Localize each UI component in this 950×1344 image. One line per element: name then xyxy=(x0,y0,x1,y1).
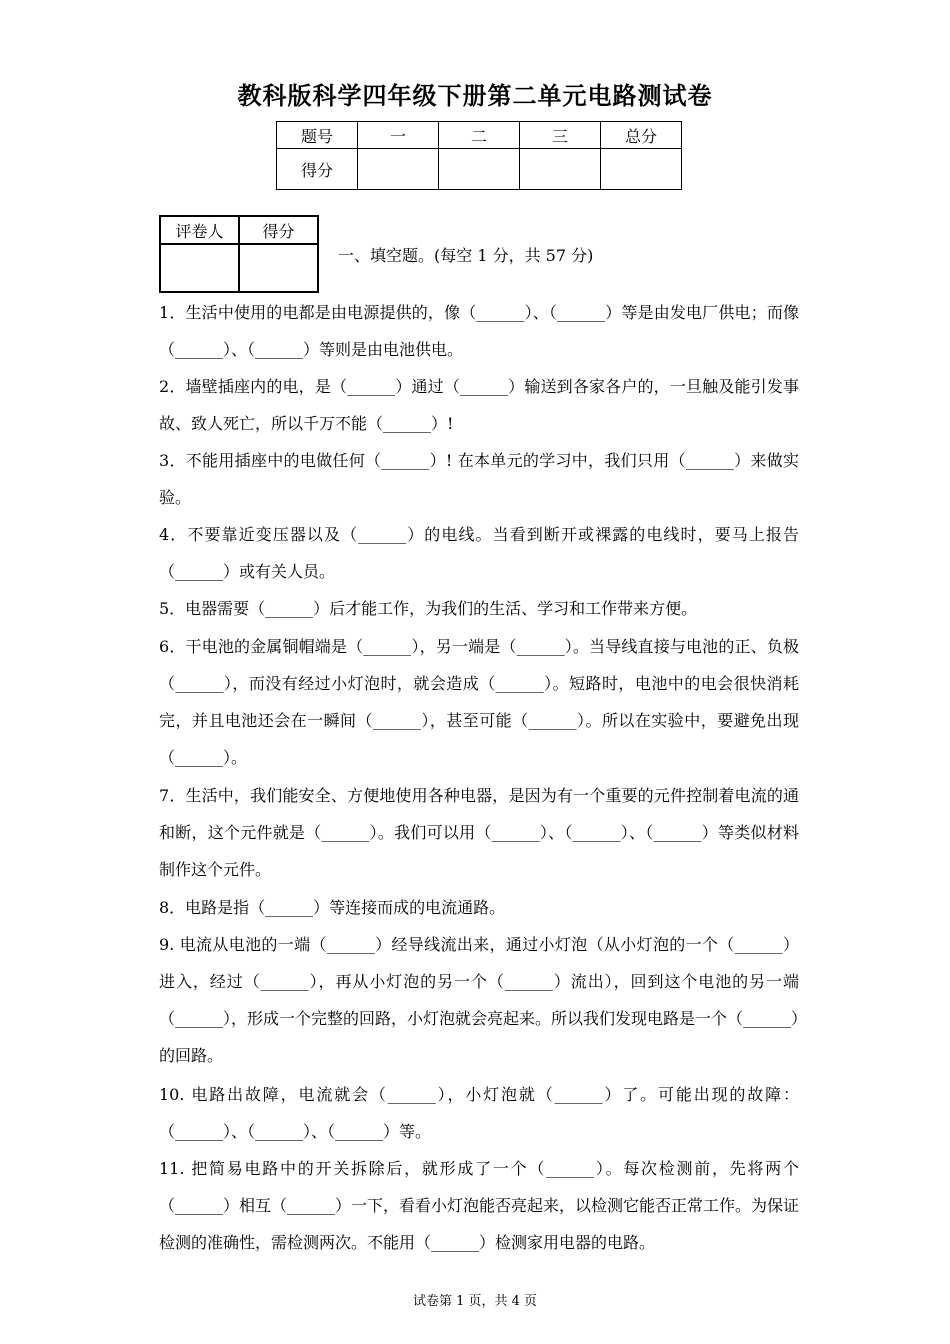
score-table-row-label: 得分 xyxy=(277,149,358,190)
page-footer: 试卷第 1 页，共 4 页 xyxy=(412,1294,538,1309)
question-11: 11. 把简易电路中的开关拆除后，就形成了一个（______）。每次检测前，先将两个（______）相互（______）一下，看看小灯泡能否亮起来，以检测它能否正常工作。为保证检测的准确性，需检测两次。不能用（______）检测家用电器的电路。 xyxy=(159,1159,800,1252)
question-7: 7．生活中，我们能安全、方便地使用各种电器，是因为有一个重要的元件控制着电流的通和断，这个元件就是（______）。我们可以用（______）、（______）、（______）等类似材料制作这个元件。 xyxy=(159,786,799,879)
score-cell xyxy=(439,149,520,190)
question-1: 1．生活中使用的电都是由电源提供的，像（______）、（______）等是由发电厂供电；而像（______）、（______）等则是由电池供电。 xyxy=(159,303,799,359)
grader-table xyxy=(159,215,319,293)
score-cell xyxy=(601,149,682,190)
score-table-header-cell: 题号 xyxy=(277,122,358,149)
grader-table-header-cell: 评卷人 xyxy=(160,216,239,244)
question-5: 5．电器需要（______）后才能工作，为我们的生活、学习和工作带来方便。 xyxy=(159,599,698,618)
score-table-header-cell: 三 xyxy=(520,122,601,149)
score-table-header-cell: 一 xyxy=(358,122,439,149)
section-heading: 一、填空题。(每空 1 分，共 57 分) xyxy=(338,246,594,265)
question-10: 10. 电路出故障，电流就会（______），小灯泡就（______）了。可能出现的故障：（______）、（______）、（______）等。 xyxy=(159,1085,799,1141)
question-2: 2．墙壁插座内的电，是（______）通过（______）输送到各家各户的，一旦触及能引发事故、致人死亡，所以千万不能（______）! xyxy=(159,377,799,433)
grader-score-cell xyxy=(239,244,318,292)
page-title: 教科版科学四年级下册第二单元电路测试卷 xyxy=(237,81,713,110)
score-table-header-cell: 二 xyxy=(439,122,520,149)
question-6: 6．干电池的金属铜帽端是（______），另一端是（______）。当导线直接与电池的正、负极（______），而没有经过小灯泡时，就会造成（______）。短路时，电池中的电会很快消耗完，并且电池还会在一瞬间（______），甚至可能（______）。所以在实验中，要避免出现（______）。 xyxy=(159,637,799,767)
score-cell xyxy=(520,149,601,190)
question-8: 8．电路是指（______）等连接而成的电流通路。 xyxy=(159,898,506,917)
question-9: 9. 电流从电池的一端（______）经导线流出来，通过小灯泡（从小灯泡的一个（______）进入，经过（______），再从小灯泡的另一个（______）流出），回到这个电池的另一端（______），形成一个完整的回路，小灯泡就会亮起来。所以我们发现电路是一个（______）的回路。 xyxy=(159,935,800,1065)
score-table-header-cell: 总分 xyxy=(601,122,682,149)
question-4: 4．不要靠近变压器以及（______）的电线。当看到断开或裸露的电线时，要马上报告（______）或有关人员。 xyxy=(159,525,799,581)
grader-cell xyxy=(160,244,239,292)
score-cell xyxy=(358,149,439,190)
grader-table-header-cell: 得分 xyxy=(239,216,318,244)
score-table xyxy=(276,121,682,190)
question-3: 3．不能用插座中的电做任何（______）! 在本单元的学习中，我们只用（______）来做实验。 xyxy=(159,451,799,507)
